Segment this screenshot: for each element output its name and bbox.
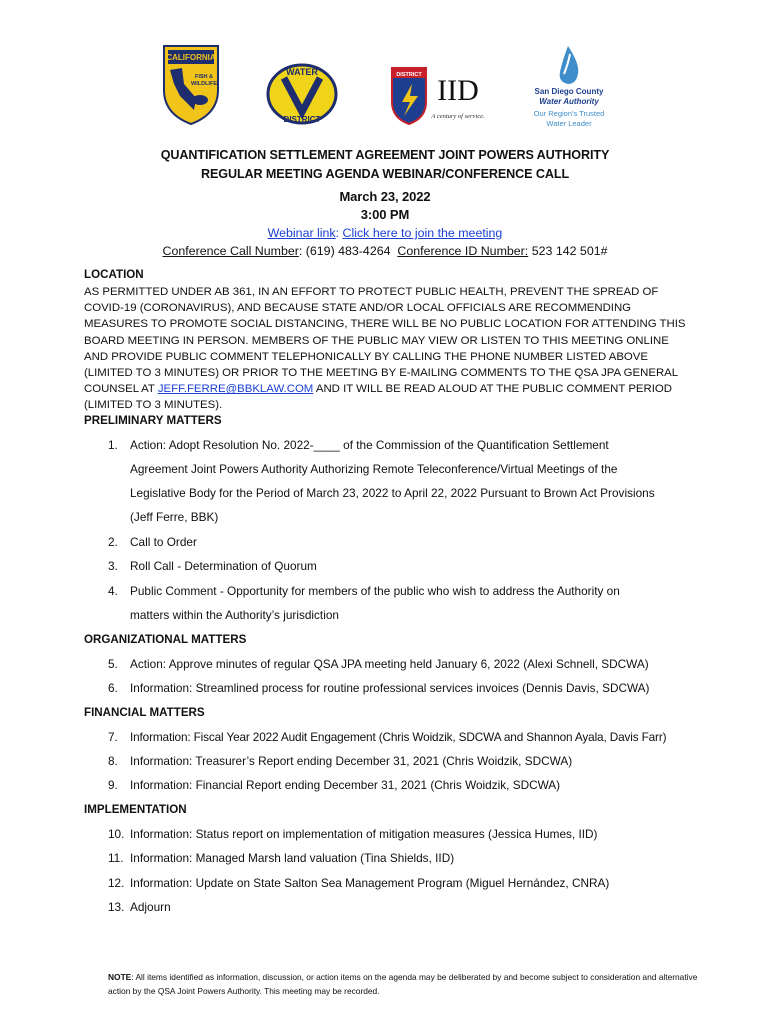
iid-logo bbox=[388, 62, 488, 128]
item-text: Information: Managed Marsh land valuation (Tina Shields, IID) bbox=[130, 851, 455, 865]
item-text: Public Comment - Opportunity for members of the public who wish to address the Authority on bbox=[130, 584, 620, 598]
item-number: 6. bbox=[108, 681, 118, 695]
sdcwa-text-1: San Diego County bbox=[534, 87, 604, 96]
item-number: 1. bbox=[108, 438, 118, 452]
location-heading: LOCATION bbox=[84, 268, 144, 281]
sdcwa-text-3: Our Region's Trusted bbox=[533, 109, 605, 118]
conference-label: Conference Call Number bbox=[162, 244, 299, 258]
section-implementation: IMPLEMENTATION bbox=[84, 803, 187, 816]
cdfw-text-2: FISH & bbox=[194, 74, 214, 80]
meeting-date: March 23, 2022 bbox=[339, 189, 431, 204]
location-text-end: AND IT WILL BE READ ALOUD AT THE PUBLIC COMMENT PERIOD (LIMITED TO 3 MINUTES). bbox=[84, 383, 672, 412]
cvwd-text-1: WATER bbox=[286, 67, 318, 77]
conference-id-value: 523 142 501# bbox=[531, 244, 608, 258]
title-line-2: REGULAR MEETING AGENDA WEBINAR/CONFERENCE CALL bbox=[200, 167, 570, 181]
section-preliminary: PRELIMINARY MATTERS bbox=[84, 414, 222, 427]
item-number: 4. bbox=[108, 584, 118, 598]
cvwd-text-2: DISTRICT bbox=[283, 115, 321, 124]
cdfw-logo bbox=[160, 44, 222, 126]
item-number: 13. bbox=[108, 900, 125, 914]
sdcwa-text-4: Water Leader bbox=[546, 119, 592, 128]
webinar-line: Webinar link: Click here to join the meeting bbox=[267, 226, 503, 240]
cdfw-text-3: WILDLIFE bbox=[191, 81, 217, 87]
item-text: Action: Approve minutes of regular QSA JPA meeting held January 6, 2022 (Alexi Schnell, SDCWA) bbox=[130, 657, 649, 671]
conference-id-label: Conference ID Number: bbox=[397, 244, 529, 258]
item-number: 7. bbox=[108, 730, 118, 744]
conference-line: Conference Call Number: (619) 483-4264 Conference ID Number: 523 142 501# bbox=[162, 244, 608, 258]
item-number: 3. bbox=[108, 559, 118, 573]
item-text: (Jeff Ferre, BBK) bbox=[130, 510, 219, 524]
section-organizational: ORGANIZATIONAL MATTERS bbox=[84, 633, 247, 646]
item-number: 11. bbox=[108, 851, 124, 865]
webinar-link[interactable]: Click here to join the meeting bbox=[342, 226, 503, 240]
location-text-main: AS PERMITTED UNDER AB 361, IN AN EFFORT TO PROTECT PUBLIC HEALTH, PREVENT THE SPREAD OF COVID-19 (CORONAVIRUS), AND BECAUSE STATE AND/OR LOCAL OFFICIALS ARE RECOMMENDING MEASURES TO PROMOTE SOCIAL DISTANCING, THERE WILL BE NO PUBLIC LOCATION FOR ATTENDING THIS BOARD MEETING IN PERSON. MEMBERS OF THE PUBLIC MAY VIEW OR LISTEN TO THIS MEETING ONLINE AND PROVIDE PUBLIC COMMENT TELEPHONICALLY BY CALLING THE PHONE NUMBER LISTED ABOVE (LIMITED TO 3 MINUTES) OR PRIOR TO THE MEETING BY E-MAILING COMMENTS TO THE QSA JPA GENERAL COUNSEL AT bbox=[84, 286, 686, 396]
note-label: NOTE bbox=[108, 972, 132, 982]
item-number: 2. bbox=[108, 535, 118, 549]
logo-row bbox=[0, 38, 770, 133]
item-number: 10. bbox=[108, 827, 125, 841]
sdcwa-logo bbox=[520, 44, 620, 132]
section-financial: FINANCIAL MATTERS bbox=[84, 706, 205, 719]
item-text: Adjourn bbox=[130, 900, 171, 914]
item-text: Information: Financial Report ending December 31, 2021 (Chris Woidzik, SDCWA) bbox=[130, 778, 561, 792]
footer-note bbox=[108, 970, 708, 998]
item-text: Information: Fiscal Year 2022 Audit Engagement (Chris Woidzik, SDCWA and Shannon Ayala, Davis Farr) bbox=[130, 730, 667, 744]
item-text: matters within the Authority’s jurisdiction bbox=[130, 608, 339, 622]
title-line-1: QUANTIFICATION SETTLEMENT AGREEMENT JOINT POWERS AUTHORITY bbox=[160, 148, 610, 162]
item-text: Agreement Joint Powers Authority Authorizing Remote Teleconference/Virtual Meetings of the bbox=[130, 462, 618, 476]
counsel-email-link[interactable]: JEFF.FERRE@BBKLAW.COM bbox=[157, 383, 314, 396]
item-text: Action: Adopt Resolution No. 2022-____ of the Commission of the Quantification Settlement bbox=[130, 438, 609, 452]
item-text: Information: Status report on implementation of mitigation measures (Jessica Humes, IID) bbox=[130, 827, 598, 841]
item-text: Information: Streamlined process for routine professional services invoices (Dennis Davis, SDCWA) bbox=[130, 681, 650, 695]
item-number: 12. bbox=[108, 876, 125, 890]
item-text: Information: Update on State Salton Sea Management Program (Miguel Hernández, CNRA) bbox=[130, 876, 610, 890]
iid-text: IID bbox=[437, 74, 479, 107]
iid-tagline: A century of service. bbox=[431, 113, 485, 120]
location-text bbox=[84, 284, 694, 414]
iid-badge-text: DISTRICT bbox=[396, 72, 422, 78]
cvwd-logo bbox=[264, 62, 340, 126]
item-text: Roll Call - Determination of Quorum bbox=[130, 559, 317, 573]
item-text: Call to Order bbox=[130, 535, 197, 549]
item-text: Information: Treasurer’s Report ending December 31, 2021 (Chris Woidzik, SDCWA) bbox=[130, 754, 573, 768]
item-number: 8. bbox=[108, 754, 118, 768]
item-number: 9. bbox=[108, 778, 118, 792]
item-text: Legislative Body for the Period of March 23, 2022 to April 22, 2022 Pursuant to Brown Act Provisions bbox=[130, 486, 655, 500]
cdfw-text-1: CALIFORNIA bbox=[166, 53, 216, 62]
note-text: : All items identified as information, discussion, or action items on the agenda may be deliberated by and become subject to consideration and alternative action by the QSA Joint Powers Authority. This meeting may be recorded. bbox=[108, 972, 698, 996]
webinar-label: Webinar link bbox=[267, 226, 336, 240]
sdcwa-text-2: Water Authority bbox=[539, 97, 599, 106]
meeting-time: 3:00 PM bbox=[360, 207, 410, 222]
item-number: 5. bbox=[108, 657, 118, 671]
conference-number: (619) 483-4264 bbox=[305, 244, 391, 258]
